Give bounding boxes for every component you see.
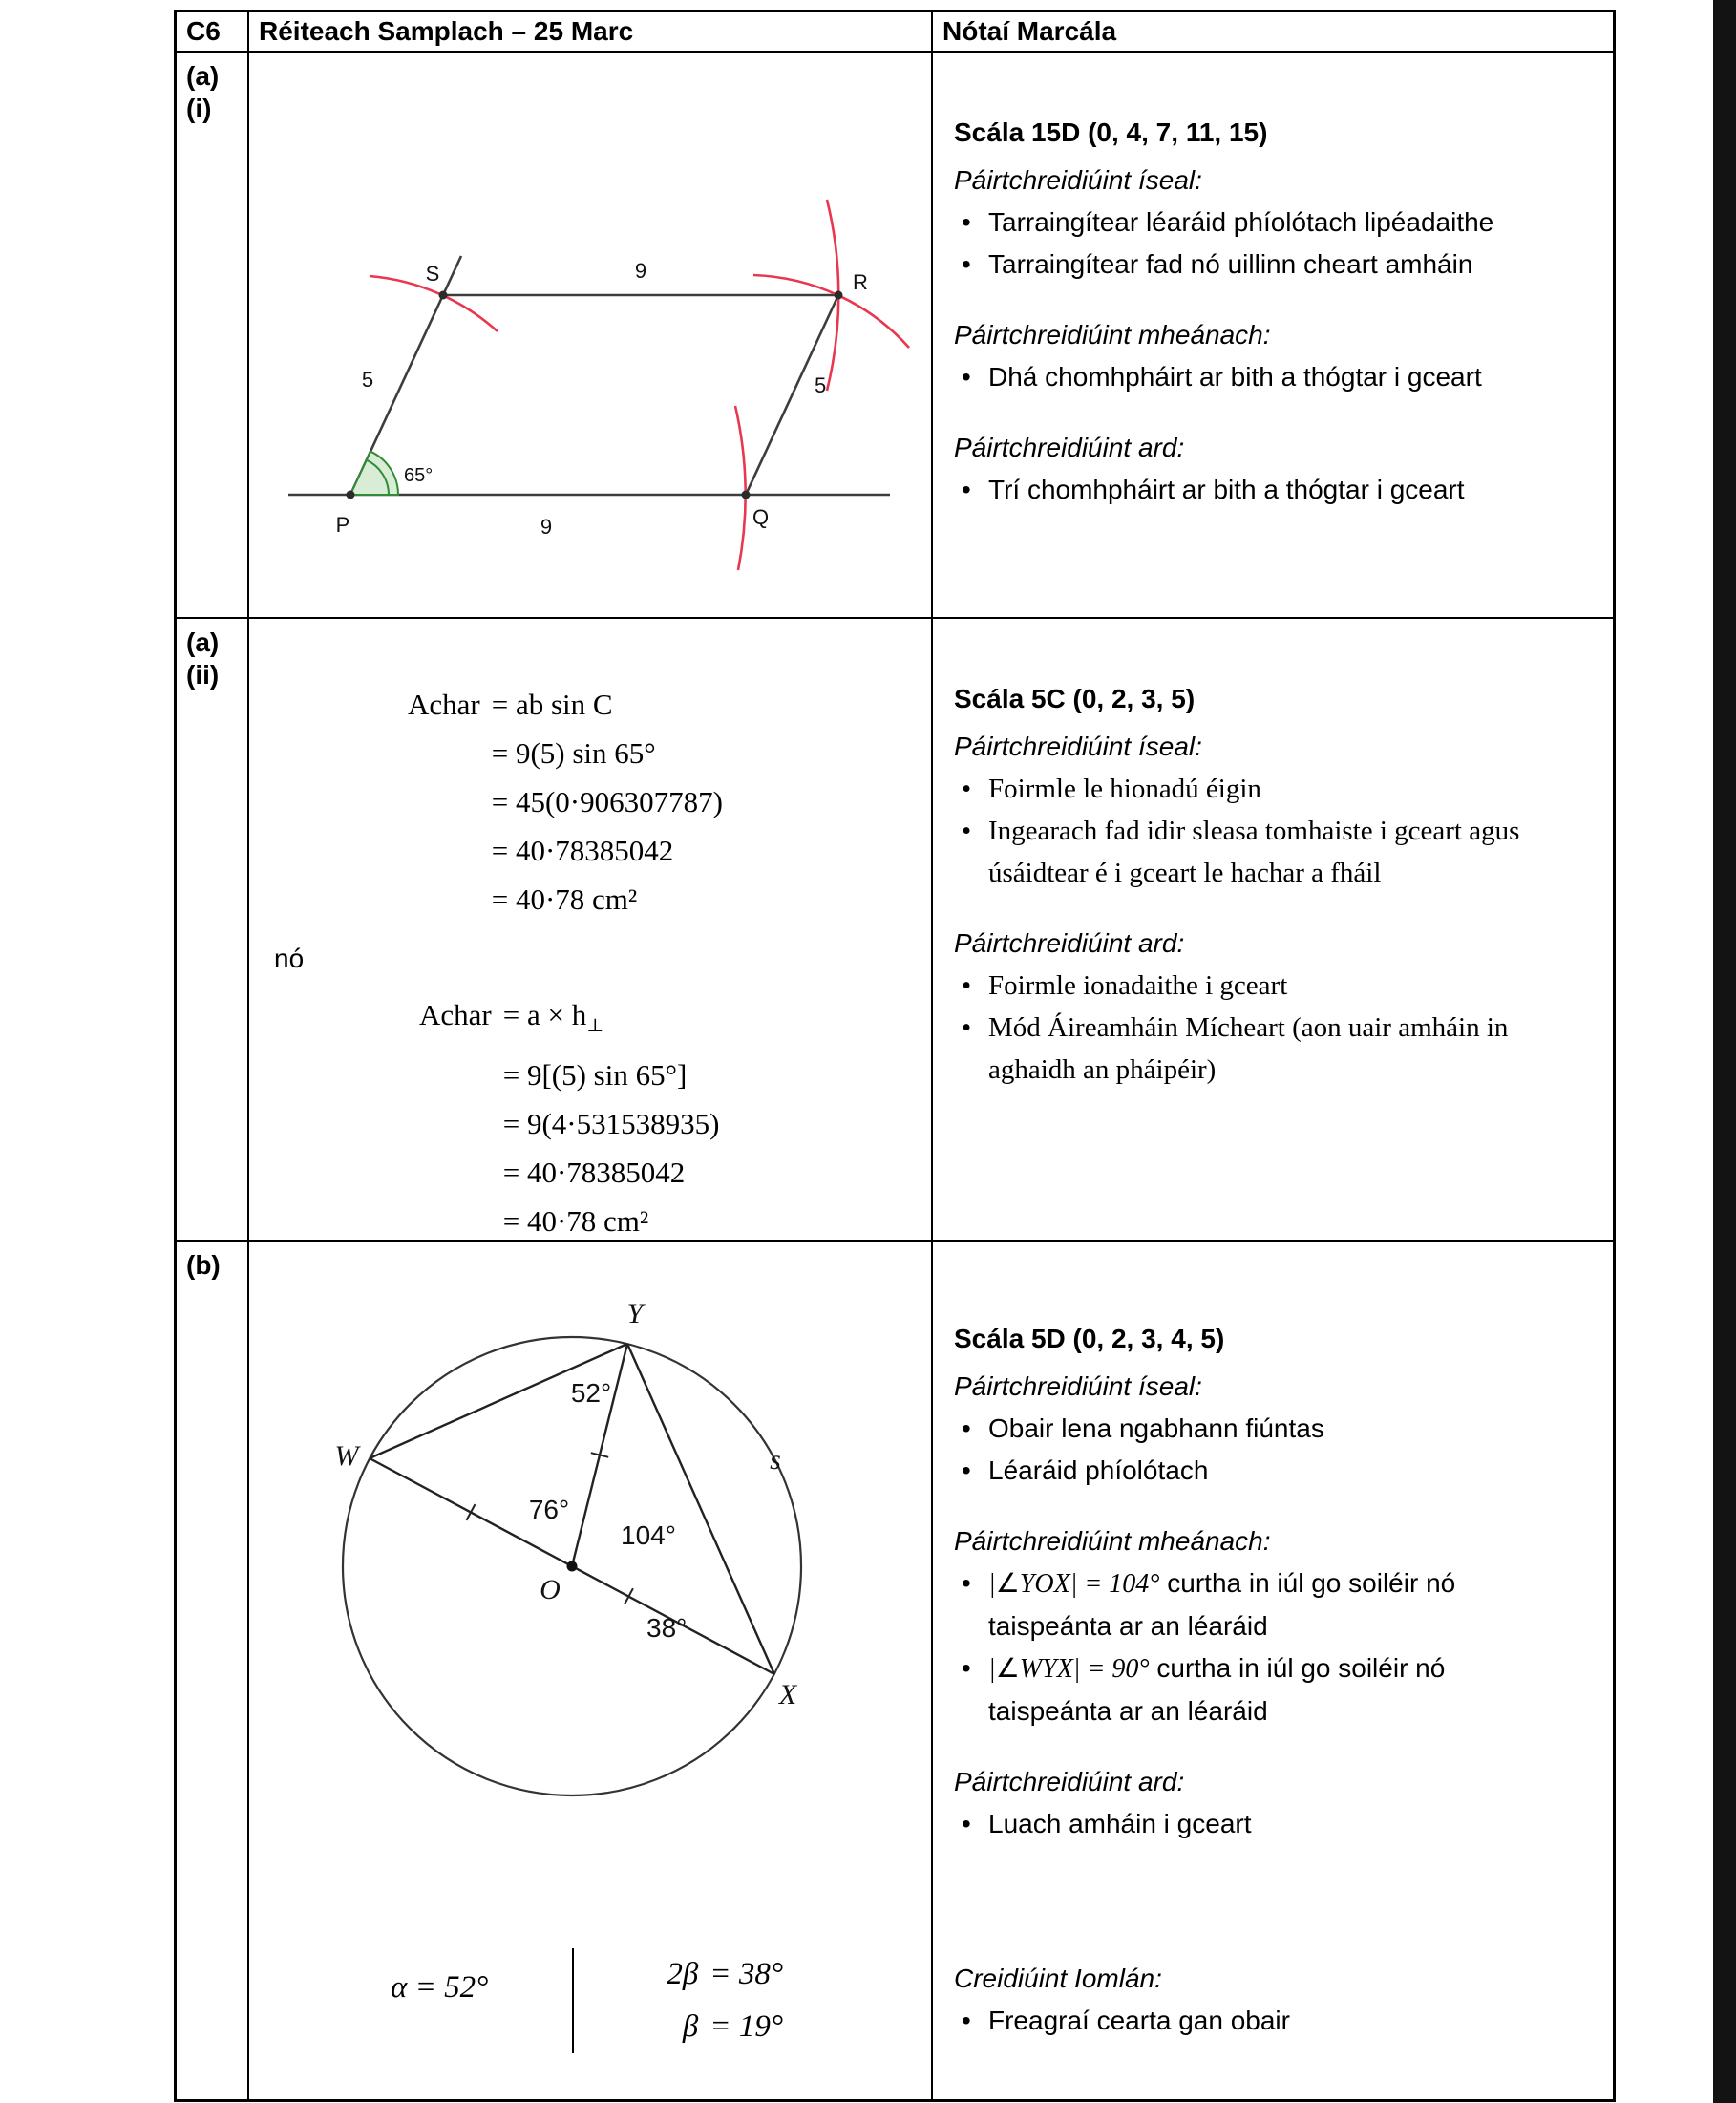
math-line: = 40·78 cm²: [491, 882, 638, 916]
scale-title: Scála 15D (0, 4, 7, 11, 15): [954, 117, 1268, 147]
math-line: = ab sin C: [491, 688, 613, 721]
math-line: = 9(5) sin 65°: [491, 736, 656, 770]
part-label-a2: (a): [186, 627, 220, 657]
partial-credit-low-heading: Páirtchreidiúint íseal:: [954, 165, 1202, 195]
bullet-item: • Freagraí cearta gan obair: [954, 2000, 1538, 2042]
side-length-top: 9: [634, 259, 647, 283]
part-label-b-text: (b): [186, 1250, 221, 1280]
bullet-item: • Obair lena ngabhann fiúntas: [954, 1408, 1538, 1450]
partial-credit-mid-heading: Páirtchreidiúint mheánach:: [954, 320, 1271, 350]
compass-construction-arcs: [370, 200, 909, 570]
math-line: = 40·78385042: [502, 1156, 686, 1190]
or-word: nó: [274, 944, 305, 973]
bullet-item: • Mód Áireamháin Mícheart (aon uair amháin in aghaidh an pháipéir): [954, 1007, 1538, 1091]
marking-scheme-table: [174, 10, 1616, 2102]
parallelogram-construction-diagram: [255, 60, 923, 600]
solution-cell-b: [249, 1242, 933, 2099]
point-label-X: X: [778, 1679, 797, 1710]
area-formula-working-2: [419, 990, 931, 1242]
math-line: = 40·78 cm²: [502, 1204, 649, 1239]
part-label-a-i: [177, 53, 249, 619]
bullet-item: • Trí chomhpháirt ar bith a thógtar i gceart: [954, 469, 1538, 511]
beta-line-1: 2β = 38°: [667, 1957, 784, 1991]
math-line: = 9(4·531538935): [502, 1107, 720, 1141]
angle-label-104: 104°: [621, 1520, 676, 1550]
centre-dot: [567, 1561, 578, 1572]
part-label-a-ii: [177, 619, 249, 1242]
answer-divider-line: [572, 1948, 574, 2053]
part-label-b: [177, 1242, 249, 2099]
part-label-ii: (ii): [186, 660, 220, 690]
notes-cell-b: [933, 1242, 1613, 2099]
side-length-left: 5: [361, 368, 374, 392]
notes-cell-a-ii: [933, 619, 1613, 1242]
bullet-item: • Luach amháin i gceart: [954, 1803, 1538, 1845]
solution-cell-a-i: [249, 53, 933, 619]
bullet-item: • Foirmle le hionadú éigin: [954, 768, 1538, 810]
point-label-Y: Y: [626, 1298, 644, 1329]
angle-label-76: 76°: [528, 1495, 570, 1524]
circle-label-s: s: [770, 1444, 781, 1476]
bullet-item: • Léaráid phíolótach: [954, 1450, 1538, 1492]
vertex-label-R: R: [853, 270, 868, 294]
part-label-i: (i): [186, 94, 212, 123]
partial-credit-low-heading: Páirtchreidiúint íseal:: [954, 1371, 1202, 1401]
math-lhs: Achar: [408, 688, 480, 721]
partial-credit-high-heading: Páirtchreidiúint ard:: [954, 928, 1185, 958]
scale-title: Scála 5C (0, 2, 3, 5): [954, 684, 1196, 713]
header-marking-notes: Nótaí Marcála: [933, 12, 1613, 53]
full-credit-heading: Creidiúint Iomlán:: [954, 1964, 1162, 1993]
partial-credit-high-heading: Páirtchreidiúint ard:: [954, 433, 1185, 462]
vertex-label-S: S: [425, 262, 440, 286]
math-line: = $a \times h_\perp$: [502, 998, 604, 1037]
part-label-a: (a): [186, 61, 220, 91]
math-line: = 45(0·906307787): [491, 785, 723, 818]
beta-line-2: β = 19°: [682, 2009, 784, 2044]
beta-answers: [648, 1948, 783, 2053]
point-label-W: W: [334, 1440, 359, 1472]
side-length-right: 5: [815, 373, 827, 397]
header-question-number: C6: [177, 12, 249, 53]
scale-title: Scála 5D (0, 2, 3, 4, 5): [954, 1324, 1225, 1353]
bullet-item: • Tarraingítear léaráid phíolótach lipéadaithe: [954, 202, 1538, 244]
solution-cell-a-ii: [249, 619, 933, 1242]
alpha-answer: α = 52°: [391, 1970, 489, 2005]
vertex-label-P: P: [335, 513, 350, 537]
math-line: = 40·78385042: [491, 834, 674, 867]
partial-credit-mid-heading: Páirtchreidiúint mheánach:: [954, 1526, 1271, 1556]
angle-label-65: 65°: [404, 465, 434, 486]
final-answers: [391, 1948, 931, 2053]
angle-label-52: 52°: [570, 1378, 612, 1408]
bullet-item: • |∠YOX| = 104° curtha in iúl go soiléir nó taispeánta ar an léaráid: [954, 1562, 1538, 1647]
area-formula-working-1: [408, 680, 931, 924]
notes-cell-a-i: [933, 53, 1613, 619]
vertex-label-Q: Q: [752, 505, 770, 529]
bullet-item: • Ingearach fad idir sleasa tomhaiste i gceart agus úsáidtear é i gceart le hachar a fháil: [954, 810, 1538, 894]
angle-65-marker: [350, 452, 398, 495]
math-line: = 9[(5) sin 65°]: [502, 1058, 688, 1093]
side-length-bottom: 9: [540, 515, 553, 539]
bullet-item: • Dhá chomhpháirt ar bith a thógtar i gceart: [954, 356, 1538, 398]
circle-theorem-diagram: [266, 1251, 858, 1881]
centre-label-O: O: [540, 1574, 561, 1605]
bullet-item: • Foirmle ionadaithe i gceart: [954, 965, 1538, 1007]
header-sample-solution: Réiteach Samplach – 25 Marc: [249, 12, 933, 53]
angle-label-38: 38°: [646, 1613, 688, 1643]
scan-page-edge: [1713, 0, 1736, 2103]
partial-credit-high-heading: Páirtchreidiúint ard:: [954, 1767, 1185, 1796]
math-lhs: Achar: [419, 998, 492, 1031]
partial-credit-low-heading: Páirtchreidiúint íseal:: [954, 732, 1202, 761]
bullet-item: • |∠WYX| = 90° curtha in iúl go soiléir nó taispeánta ar an léaráid: [954, 1647, 1538, 1732]
bullet-item: • Tarraingítear fad nó uillinn cheart amháin: [954, 244, 1538, 286]
